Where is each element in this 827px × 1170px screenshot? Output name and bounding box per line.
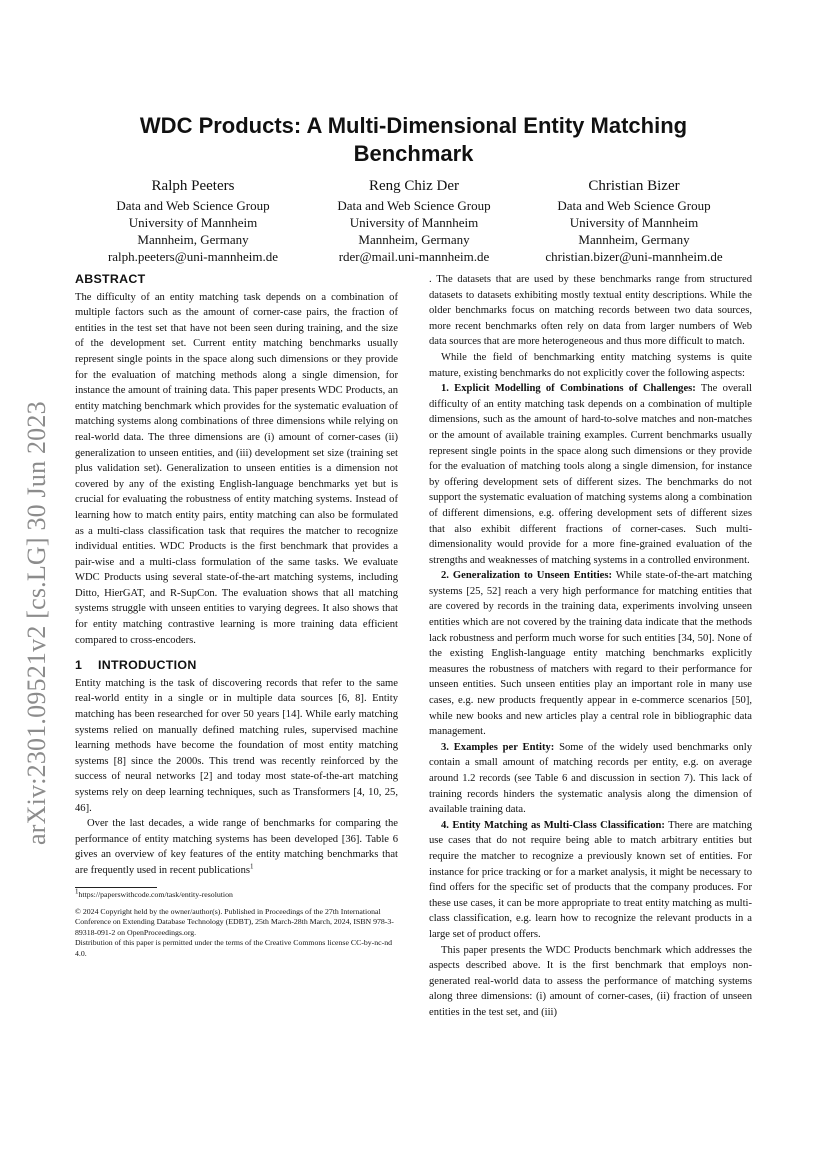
author-block-1: [73, 177, 313, 265]
author-block-2: [294, 177, 534, 265]
author-email: rder@mail.uni-mannheim.de: [338, 249, 490, 264]
intro-paragraph-2-text: Over the last decades, a wide range of benchmarks for comparing the performance of entity matching systems has been developed [36]. Table 6 gives an overview of key features of the entity matching benchmarks that are frequently used in recent publications: [75, 818, 398, 876]
copyright-line-1: © 2024 Copyright held by the owner/author(s). Published in Proceedings of the 27th International Conference on Extending Database Technology (EDBT), 25th March-28th March, 2024, ISBN 978-3-89318-091-2 on OpenProceedings.org.: [75, 906, 394, 937]
aspect-item-2: [429, 568, 752, 740]
copyright-notice: [75, 907, 398, 959]
footnote-url[interactable]: https://paperswithcode.com/task/entity-resolution: [78, 889, 233, 899]
aspect-item-1: [429, 381, 752, 568]
footnote-rule: [75, 887, 157, 888]
intro-paragraph-2-continued: . The datasets that are used by these benchmarks range from structured datasets to datasets exhibiting mostly textual entity descriptions. While the older benchmarks focus on matching records between two data sources, more recent benchmarks often rely on data from larger numbers of Web data sources that are more heterogeneous and thus more difficult to match.: [429, 274, 752, 348]
aspect-item-3: [429, 740, 752, 818]
footnote-number: 1: [75, 886, 79, 895]
introduction-heading: [75, 658, 398, 674]
copyright-line-2: Distribution of this paper is permitted under the terms of the Creative Commons license CC-by-nc-nd 4.0.: [75, 938, 393, 958]
author-group: Data and Web Science Group: [116, 198, 270, 213]
author-email: ralph.peeters@uni-mannheim.de: [107, 249, 279, 264]
intro-paragraph-2: [75, 816, 398, 878]
right-column: [429, 272, 752, 1021]
author-university: University of Mannheim: [128, 215, 258, 230]
paper-title: WDC Products: A Multi-Dimensional Entity Matching Benchmark: [139, 113, 688, 166]
aspect-item-1-lead: 1. Explicit Modelling of Combinations of Challenges:: [441, 383, 696, 395]
footnote: [75, 886, 398, 900]
author-email: christian.bizer@uni-mannheim.de: [545, 249, 723, 264]
author-name: Ralph Peeters: [151, 178, 235, 194]
aspect-item-3-lead: 3. Examples per Entity:: [441, 741, 555, 753]
aspect-item-2-lead: 2. Generalization to Unseen Entities:: [441, 570, 612, 582]
section-title: INTRODUCTION: [98, 658, 197, 673]
abstract-heading: ABSTRACT: [75, 272, 146, 286]
author-location: Mannheim, Germany: [358, 232, 470, 247]
intro-paragraph-3: While the field of benchmarking entity matching systems is quite mature, existing benchmarks do not explicitly cover the following aspects:: [429, 351, 752, 379]
author-name: Reng Chiz Der: [369, 178, 459, 194]
aspect-item-3-text: Some of the widely used benchmarks only contain a small amount of matching records per entity, e.g. on average around 1.2 records (see Table 6 and discussion in section 7). This lack of training records hinders the systematic analysis along the dimension of available training data.: [429, 741, 752, 816]
aspect-item-4-text: There are matching use cases that do not require being able to match arbitrary entities but require the matcher to recognize a previously known set of entities. For instance for price tracking or for a market analysis, it might be necessary to find offers for the specific set of products that the company produces. For these use cases, it can be more appropriate to treat entity matching as multi-class classification, e.g. learn how to recognize the relevant products in a large set of product offers.: [429, 819, 752, 940]
author-location: Mannheim, Germany: [578, 232, 690, 247]
section-number: 1: [75, 658, 83, 673]
left-column: [75, 272, 398, 959]
author-group: Data and Web Science Group: [337, 198, 491, 213]
author-group: Data and Web Science Group: [557, 198, 711, 213]
intro-paragraph-last: This paper presents the WDC Products benchmark which addresses the aspects described above. It is the first benchmark that employs non-generated real-world data to assess the performance of matching systems along three dimensions: (i) amount of corner-cases, (ii) fraction of unseen entities in the test set, and (iii): [429, 944, 752, 1018]
author-university: University of Mannheim: [569, 215, 699, 230]
author-university: University of Mannheim: [349, 215, 479, 230]
aspect-item-4-lead: 4. Entity Matching as Multi-Class Classification:: [441, 819, 665, 831]
abstract-text: The difficulty of an entity matching task depends on a combination of multiple factors such as the amount of corner-case pairs, the fraction of entities in the test set that have not been seen during training, and the size of the development set. Current entity matching benchmarks usually represent single points in the space along such dimensions or they provide for the evaluation of matching methods along a single dimension, for instance the amount of training data. This paper presents WDC Products, an entity matching benchmark which provides for the systematic evaluation of matching systems along combinations of three dimensions while relying on real-world data. The three dimensions are (i) amount of corner-cases (ii) generalization to unseen entities, and (iii) development set size (training set plus validation set). Generalization to unseen entities is a dimension not covered by any of the existing English-language benchmarks yet but is crucial for evaluating the robustness of entity matching systems. Instead of learning how to match entity pairs, entity matching can also be formulated as a multi-class classification task that requires the matcher to recognize individual entities. WDC Products is the first benchmark that provides a pair-wise and a multi-class formulation of the same tasks. We evaluate WDC Products using several state-of-the-art matching systems, including Ditto, HierGAT, and R-SupCon. The evaluation shows that all matching systems struggle with unseen entities to varying degrees. It also shows that for entity matching contrastive learning is more training data efficient compared to cross-encoders.: [75, 291, 398, 646]
aspect-item-1-text: The overall difficulty of an entity matching task depends on a combination of multiple dimensions, such as the amount of hard-to-solve matches and non-matches or the amount of available training examples. Current benchmarks usually represent single points in the space along such dimensions or they provide for the evaluation of matching tools along a single dimension, for instance by offering development sets of different sizes. The benchmarks do not support the systematic evaluation of matching systems along a combination of different dimensions, e.g. offering development sets of different sizes that also exhibit different fractions of corner-cases. Such multi-dimensionality would provide for a more fine-grained evaluation of the strengths and weaknesses of matching systems in a controlled environment.: [429, 383, 752, 566]
footnote-marker: 1: [250, 862, 254, 871]
aspect-item-2-text: While state-of-the-art matching systems [25, 52] reach a very high performance for matching entities that are covered by records in the training data, experiments involving unseen entities which are not covered by the training data indicate that the methods lack robustness and perform much worse for such entities [34, 50]. None of the existing English-language entity matching benchmarks explicitly measures the robustness of matchers with regard to their performance for unseen entities. Such unseen entities play an important role in many use cases, e.g. new products frequently appear in e-commerce scenarios [50], while new books and new articles play a central role in bibliographic data management.: [429, 570, 752, 738]
author-block-3: [514, 177, 754, 265]
intro-paragraph-1: Entity matching is the task of discovering records that refer to the same real-world entity in a single or in multiple data sources [6, 8]. Entity matching has been researched for over 50 years [14]. While early matching systems relied on manually defined matching rules, supervised machine learning methods have become the foundation of most entity matching systems [8] since the 2000s. This trend was recently reinforced by the success of neural networks [2] and today most state-of-the-art matching systems rely on deep learning techniques, such as Transformers [4, 10, 25, 46].: [75, 677, 398, 814]
aspect-item-4: [429, 818, 752, 943]
author-location: Mannheim, Germany: [137, 232, 249, 247]
author-name: Christian Bizer: [588, 178, 680, 194]
arxiv-identifier: arXiv:2301.09521v2 [cs.LG] 30 Jun 2023: [22, 401, 51, 845]
